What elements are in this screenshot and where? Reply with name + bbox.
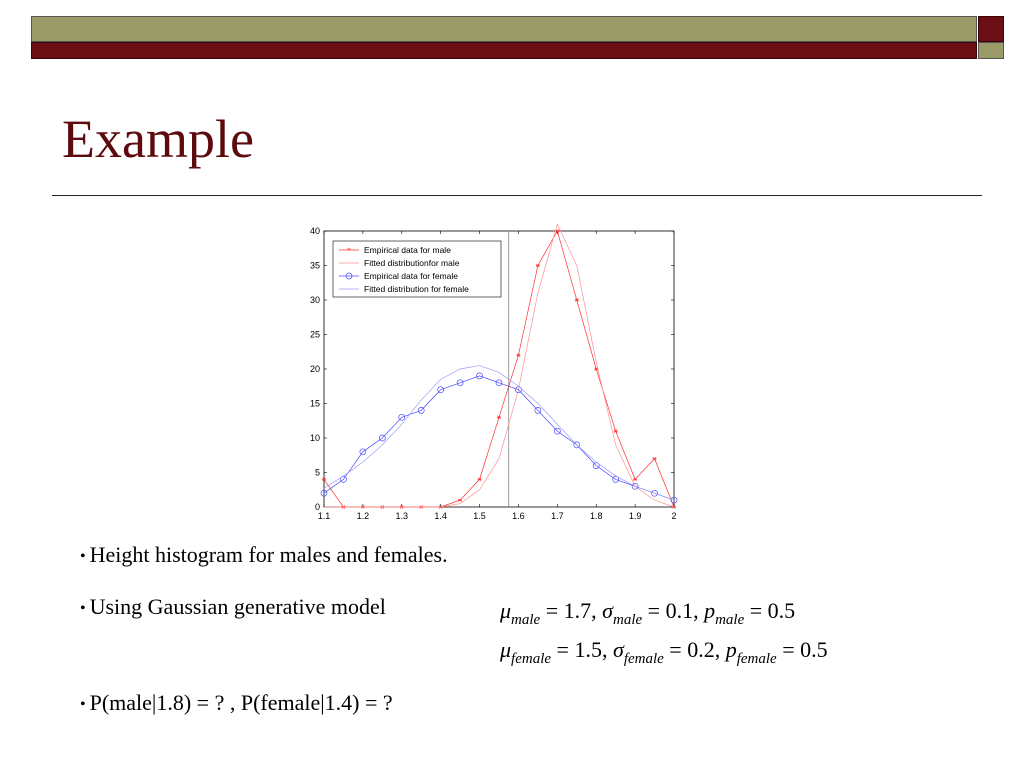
bullet-dot: • (80, 695, 86, 713)
legend-label: Empirical data for male (364, 245, 451, 255)
header-square-maroon (978, 16, 1004, 42)
legend-marker: * (347, 246, 351, 255)
y-tick-label: 25 (309, 329, 320, 340)
sigma-symbol: σ (612, 637, 624, 662)
x-tick-label: 1.5 (473, 511, 486, 521)
p-symbol: p (725, 637, 737, 662)
slide-title: Example (62, 109, 254, 169)
x-tick-label: 1.2 (356, 511, 370, 521)
bullet-gaussian (80, 594, 386, 620)
x-tick-label: 1.8 (589, 511, 603, 521)
x-tick-label: 1.7 (551, 511, 564, 521)
y-tick-label: 30 (309, 295, 320, 305)
x-tick-label: 1.6 (512, 511, 525, 521)
bullet-text: Using Gaussian generative model (89, 594, 386, 619)
mu-subscript: female (511, 651, 552, 667)
y-tick-label: 0 (314, 502, 320, 512)
sigma-subscript: male (613, 612, 643, 628)
x-tick-label: 1.1 (317, 511, 331, 521)
bullet-histogram (80, 542, 448, 568)
y-tick-label: 40 (309, 226, 320, 236)
x-tick-label: 1.9 (628, 511, 642, 521)
legend-label: Fitted distributionfor male (364, 258, 460, 268)
title-divider (52, 195, 982, 196)
mu-value: = 1.5, (556, 637, 608, 662)
header-bar-maroon (31, 42, 977, 59)
mu-subscript: male (511, 612, 541, 628)
legend-label: Fitted distribution for female (364, 284, 469, 294)
y-tick-labels (310, 226, 320, 512)
formula-female (500, 637, 828, 668)
p-value: = 0.5 (749, 598, 796, 623)
bullet-posterior (80, 690, 393, 716)
x-tick-label: 2 (671, 511, 677, 521)
p-subscript: female (736, 651, 777, 667)
formula-male (500, 598, 795, 629)
x-tick-label: 1.3 (395, 511, 409, 521)
legend-label: Empirical data for female (364, 271, 459, 281)
sigma-value: = 0.1, (647, 598, 699, 623)
bullet-text: P(male|1.8) = ? , P(female|1.4) = ? (89, 690, 393, 715)
header-bar-olive (31, 16, 977, 42)
sigma-subscript: female (623, 651, 664, 667)
y-tick-label: 10 (309, 433, 320, 443)
sigma-symbol: σ (602, 598, 613, 623)
p-value: = 0.5 (782, 637, 828, 662)
y-tick-label: 20 (309, 364, 320, 374)
mu-symbol: μ (500, 598, 512, 623)
mu-symbol: μ (500, 637, 512, 662)
x-tick-labels (318, 511, 677, 521)
y-tick-label: 15 (309, 398, 320, 409)
height-histogram-chart (300, 222, 690, 522)
x-tick-label: 1.4 (434, 511, 447, 521)
header-square-olive (978, 42, 1004, 59)
p-subscript: male (715, 612, 745, 628)
bullet-dot: • (80, 547, 86, 565)
chart-legend (333, 241, 501, 297)
p-symbol: p (704, 598, 716, 623)
bullet-text: Height histogram for males and females. (89, 542, 448, 567)
y-tick-label: 5 (314, 467, 320, 478)
y-tick-label: 35 (309, 260, 320, 271)
mu-value: = 1.7, (545, 598, 597, 623)
sigma-value: = 0.2, (669, 637, 721, 662)
bullet-dot: • (80, 599, 86, 617)
